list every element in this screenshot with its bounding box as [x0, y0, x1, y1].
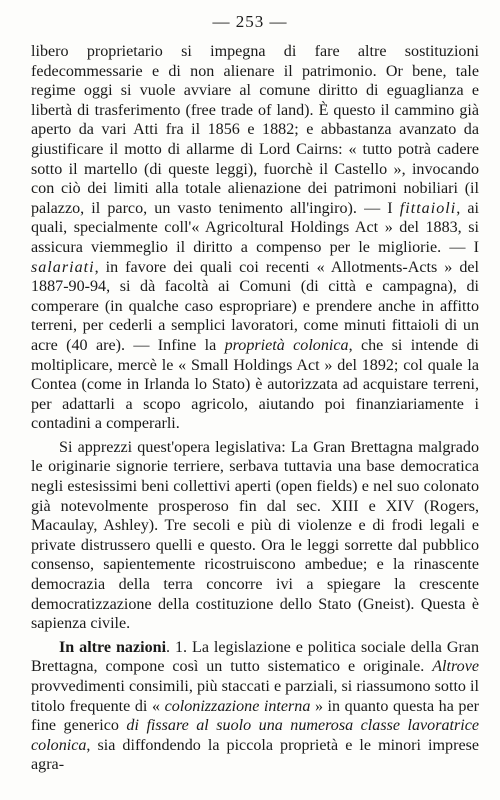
text-segment-colonizzazione-interna: colonizzazione interna	[164, 697, 311, 715]
text-segment: , che si intende di moltiplicare, mercè le « Small Holdings Act » del 1892; col quale la Contea (come in Irlanda lo Stato) è autorizzata ad acquistare terreni, per adattarli a scopo agricolo, aiutando poi finanziariamente i contadini a comperarli.	[31, 336, 479, 433]
text-segment: Si apprezzi quest'opera legislativa: La Gran Brettagna malgrado le originarie signorie terriere, serbava tuttavia una base democratica negli estesissimi beni collettivi aperti (open fields) e nel suo colonato già notevolmente prosperoso fin dal sec. XIII e XIV (Rogers, Macaulay, Ashley). Tre secoli e più di violenze e di frodi legali e private distrussero quelli e questo. Ora le leggi sorrette dal pubblico consenso, sapientemente ricostruiscono ambedue; e la rinascente democrazia della terra concorre ivi a spiegare la crescente democratizzazione della costituzione dello Stato (Gneist). Questa è sapienza civile.	[31, 438, 479, 633]
paragraph-2	[31, 438, 479, 634]
text-segment: libero proprietario si impegna di fare altre sostituzioni fedecommessarie e di non alienare il patrimonio. Or bene, tale regime oggi si vuole avviare al comune diritto di eguaglianza e libertà di trasferimento (free trade of land). È questo il cammino già aperto da vari Atti fra il 1856 e 1882; e abbastanza avanzato da giustificare il motto di allarme di Lord Cairns: « tutto potrà cadere sotto il martello (di queste leggi), fuorchè il Castello », invocando con ciò dei limiti alla totale alienazione dei patrimoni nobiliari (il palazzo, il parco, un vasto tenimento all'ingiro). — I	[31, 43, 479, 217]
text-segment-salariati: salariati	[31, 258, 95, 276]
text-segment-fissare-al-suolo: di fissare al suolo una numerosa classe lavoratrice colonica	[31, 717, 480, 754]
section-heading-in-altre-nazioni: In altre nazioni	[59, 638, 167, 656]
text-segment: , ai quali, specialmente coll'« Agricoltural Holdings Act » del 1883, si assicura viemmeglio il diritto a compenso per le migliorie. — I	[31, 199, 479, 256]
text-segment: » in quanto questa ha per fine generico	[31, 697, 479, 735]
text-segment: . 1. La legislazione e politica sociale della Gran Brettagna, compone così un tutto sistematico e originale.	[31, 638, 480, 676]
text-segment-altrove: Altrove	[432, 658, 479, 676]
text-segment-proprieta-colonica: proprietà colonica	[224, 336, 349, 354]
text-segment: , sia diffondendo la piccola proprietà e le minori imprese agra-	[31, 736, 479, 774]
text-segment-fittaioli: fittaioli	[399, 199, 457, 217]
paragraph-1	[31, 42, 479, 434]
body-text	[31, 42, 479, 775]
text-segment: provvedimenti consimili, più staccati e parziali, si riassumono sotto il titolo frequente di «	[31, 678, 479, 715]
paragraph-3	[31, 638, 479, 775]
page-number: — 253 —	[212, 12, 288, 31]
text-segment: , in favore dei quali coi recenti « Allotments-Acts » del 1887-90-94, si dà facoltà ai Comuni (di città e campagna), di comperare (in qualche caso espropriare) e prendere anche in affitto terreni, per cederli a semplici lavoratori, come minuti fittaioli di un acre (40 are). — Infine la	[31, 258, 479, 354]
